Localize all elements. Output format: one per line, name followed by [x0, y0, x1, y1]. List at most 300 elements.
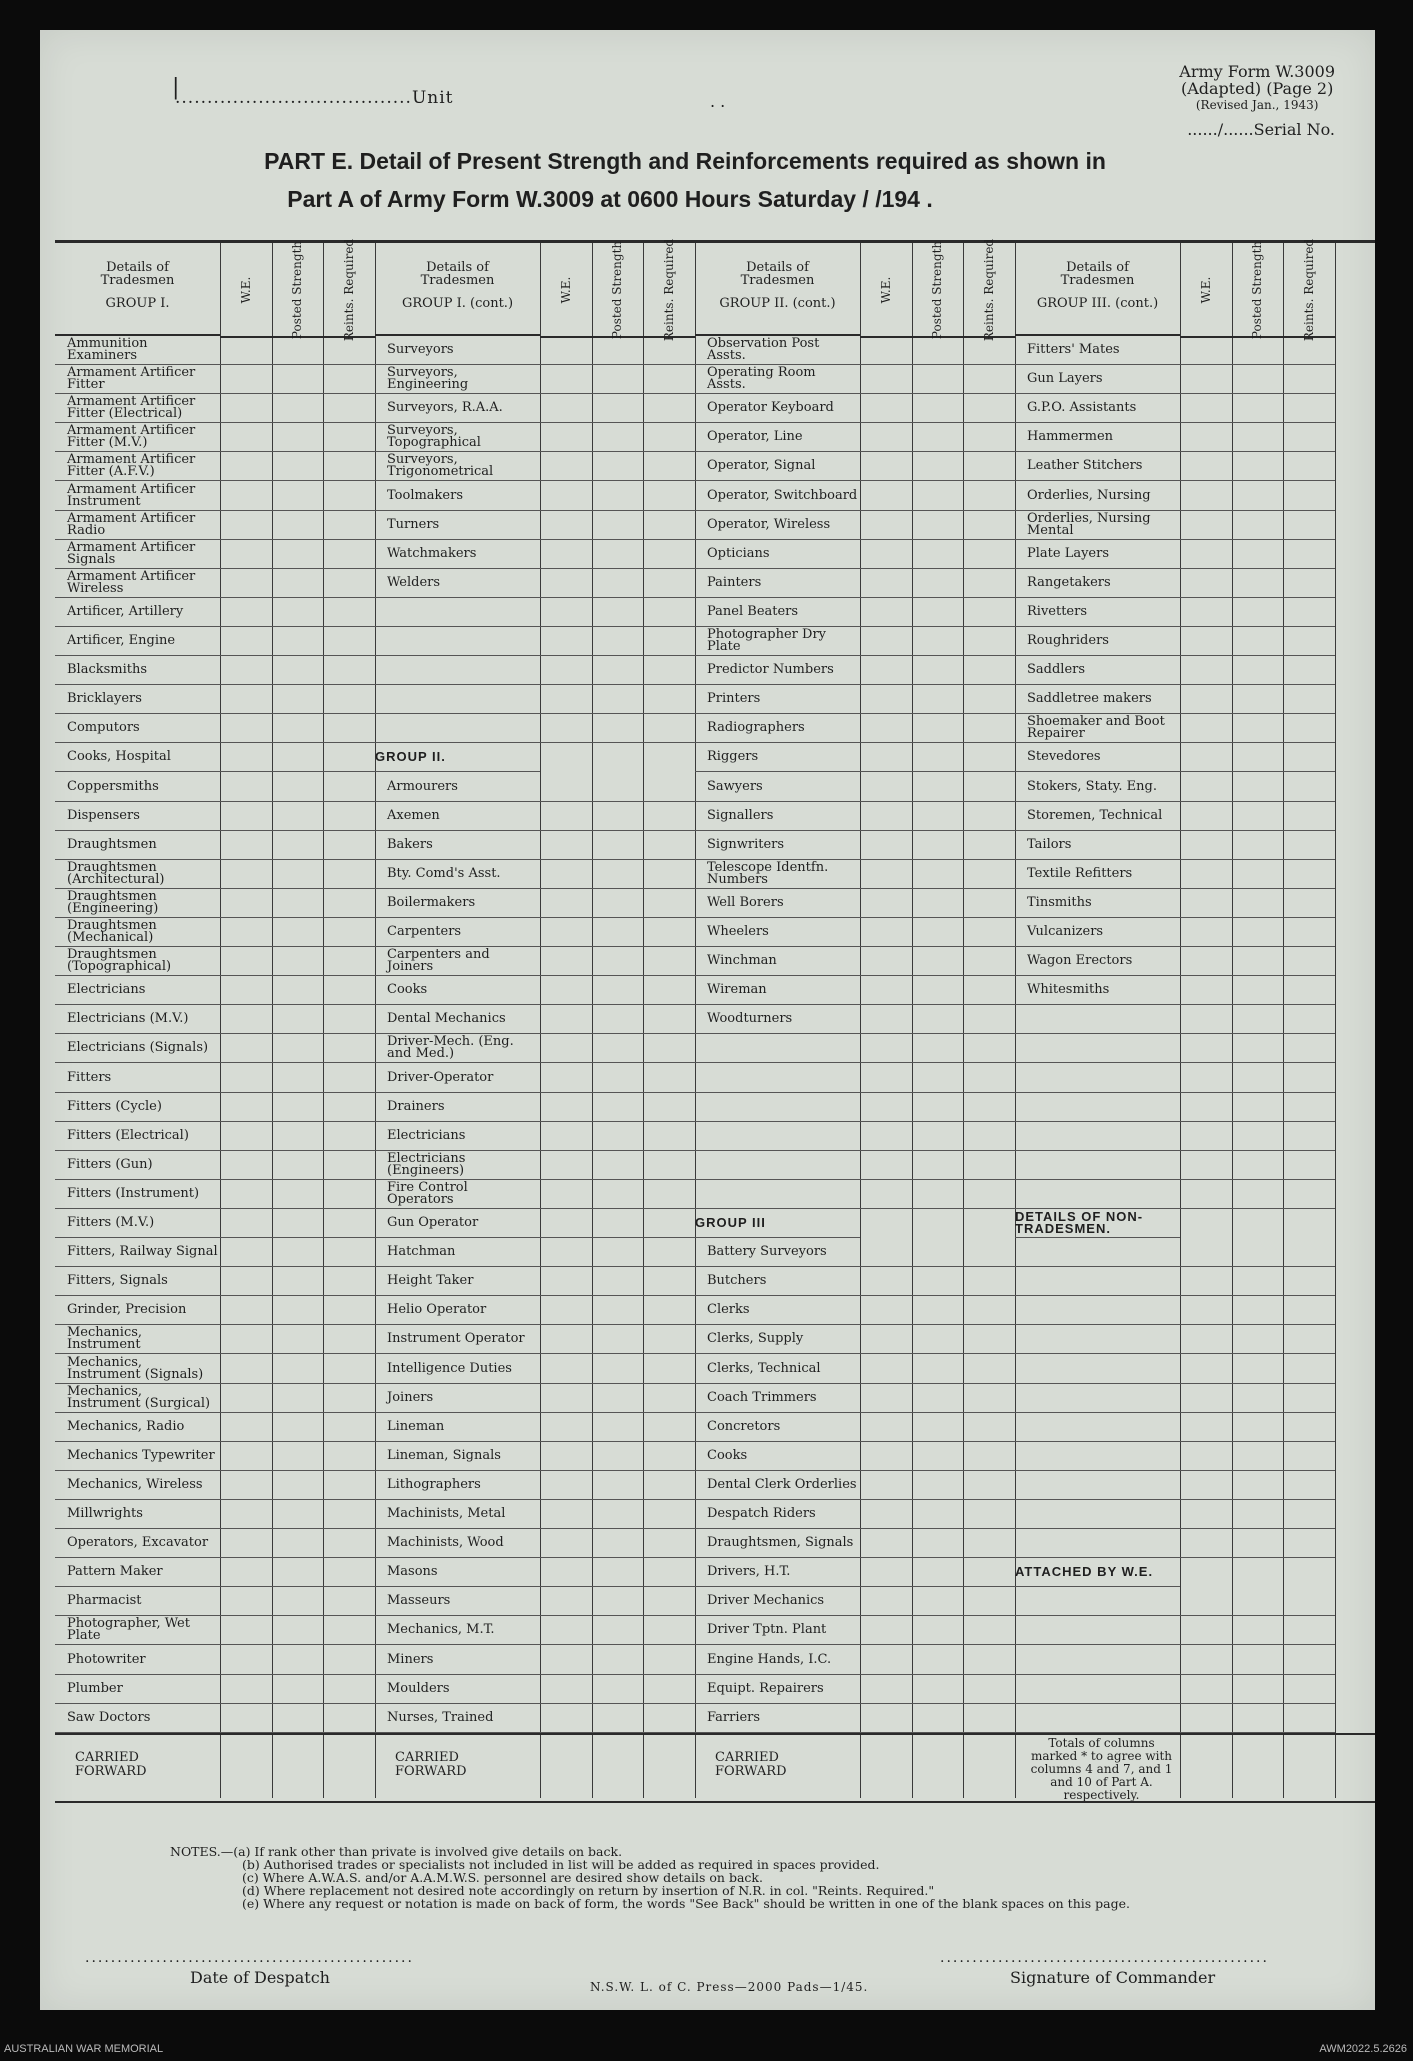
trade-name: Ammunition Examiners	[67, 336, 148, 364]
trade-row	[55, 656, 375, 685]
trade-name: GROUP III	[695, 1215, 766, 1231]
trade-row	[695, 598, 1015, 627]
trade-name: Bty. Comd's Asst.	[387, 865, 501, 881]
trade-row	[695, 1180, 1015, 1209]
trade-row	[375, 1587, 695, 1616]
trade-name: Miners	[387, 1651, 434, 1667]
trade-name: Cooks	[707, 1447, 748, 1463]
trade-row	[1015, 1471, 1335, 1500]
trade-row	[55, 802, 375, 831]
trade-row	[55, 1675, 375, 1704]
trade-name: Lineman	[387, 1418, 445, 1434]
trade-row	[1015, 394, 1335, 423]
trade-row	[1015, 773, 1335, 802]
trade-name: Mechanics, Instrument (Surgical)	[67, 1383, 211, 1411]
trade-row	[1015, 1064, 1335, 1093]
trade-name: Butchers	[707, 1273, 767, 1289]
trade-name: Whitesmiths	[1027, 982, 1110, 998]
date-of-despatch: Date of Despatch	[190, 1968, 330, 1987]
trade-row	[1015, 1442, 1335, 1471]
trade-row	[695, 1064, 1015, 1093]
trade-name: Telescope Identfn. Numbers	[707, 859, 829, 887]
note-a: NOTES.—(a) If rank other than private is involved give details on back.	[170, 1844, 623, 1859]
trade-row	[695, 860, 1015, 889]
trade-row	[695, 1529, 1015, 1558]
trade-row	[55, 1180, 375, 1209]
trade-name: Woodturners	[707, 1011, 793, 1027]
we-header	[860, 243, 913, 338]
trade-row	[55, 947, 375, 976]
trade-row	[1015, 1384, 1335, 1413]
trade-name: Fitters (Electrical)	[67, 1127, 189, 1143]
trade-name: Height Taker	[387, 1273, 474, 1289]
trade-row	[55, 336, 375, 365]
trade-row	[375, 1675, 695, 1704]
serial-number: ....../......Serial No.	[1187, 120, 1335, 139]
trade-row	[1015, 569, 1335, 598]
trade-name: Operator, Line	[707, 429, 803, 445]
trade-row	[1015, 1675, 1335, 1704]
trade-name: Draughtsmen, Signals	[707, 1535, 854, 1551]
trade-name: Concretors	[707, 1418, 781, 1434]
trade-row	[1015, 1034, 1335, 1063]
trade-row	[375, 394, 695, 423]
trade-row	[375, 336, 695, 365]
trade-name: Moulders	[387, 1680, 450, 1696]
form-ref-2: (Adapted) (Page 2)	[1180, 79, 1334, 98]
trade-row	[55, 511, 375, 540]
trade-row	[695, 1587, 1015, 1616]
trade-name: Rangetakers	[1027, 574, 1111, 590]
trade-row	[695, 1646, 1015, 1675]
carried-forward: CARRIED FORWARD	[75, 1749, 147, 1779]
trade-row	[695, 1093, 1015, 1122]
table-bottom-rule	[55, 1801, 1375, 1803]
trade-name: Draughtsmen (Topographical)	[67, 947, 172, 975]
trade-name: Fire Control Operators	[387, 1179, 468, 1207]
trade-row	[55, 1500, 375, 1529]
trade-name: Helio Operator	[387, 1302, 487, 1318]
trade-row	[375, 1616, 695, 1645]
reints-header	[643, 238, 696, 341]
trade-row	[375, 365, 695, 394]
form-sheet	[40, 30, 1375, 2010]
trade-row	[1015, 1093, 1335, 1122]
trade-name: Bakers	[387, 836, 433, 852]
trade-name: Vulcanizers	[1027, 924, 1104, 940]
trade-row	[375, 1704, 695, 1733]
trade-row	[695, 1296, 1015, 1325]
trade-row	[1015, 1616, 1335, 1645]
trade-row	[1015, 1005, 1335, 1034]
trade-name: Fitters, Signals	[67, 1273, 168, 1289]
trade-name: Saw Doctors	[67, 1709, 151, 1725]
trade-name: Grinder, Precision	[67, 1302, 187, 1318]
trade-row	[375, 1122, 695, 1151]
trade-row	[1015, 1238, 1335, 1267]
trade-row	[55, 1558, 375, 1587]
trade-name: Intelligence Duties	[387, 1360, 512, 1376]
trade-name: Drivers, H.T.	[707, 1564, 791, 1580]
trade-name: DETAILS OF NON-TRADESMEN.	[1015, 1209, 1144, 1237]
trade-name: Riggers	[707, 749, 759, 765]
tradesmen-label: Tradesmen	[420, 273, 495, 288]
trade-name: Axemen	[387, 807, 440, 823]
trade-name: Machinists, Metal	[387, 1506, 506, 1522]
trade-name: Surveyors	[387, 342, 454, 358]
posted-label: Posted Strength	[290, 240, 305, 339]
trade-row	[695, 336, 1015, 365]
trade-row	[375, 569, 695, 598]
trade-row	[375, 1646, 695, 1675]
trade-name: Driver-Mech. (Eng. and Med.)	[387, 1034, 514, 1062]
trade-name: Painters	[707, 574, 762, 590]
trade-name: Armament Artificer Instrument	[67, 481, 196, 509]
trade-row	[55, 1442, 375, 1471]
press-imprint: N.S.W. L. of C. Press—2000 Pads—1/45.	[590, 1980, 869, 1994]
trade-row	[375, 860, 695, 889]
trade-row	[695, 714, 1015, 743]
trade-name: Fitters' Mates	[1027, 342, 1120, 358]
trade-name: Signallers	[707, 807, 774, 823]
trade-name: Operator, Wireless	[707, 516, 831, 532]
trade-name: Engine Hands, I.C.	[707, 1651, 832, 1667]
trade-name: Orderlies, Nursing	[1027, 487, 1151, 503]
trade-name: Clerks	[707, 1302, 750, 1318]
trade-row	[55, 1122, 375, 1151]
trade-name: Masseurs	[387, 1593, 451, 1609]
trade-row	[375, 1384, 695, 1413]
trade-row	[1015, 656, 1335, 685]
trade-row	[375, 1238, 695, 1267]
we-header	[1180, 243, 1233, 338]
trade-name: Surveyors, R.A.A.	[387, 400, 503, 416]
trade-row	[55, 1005, 375, 1034]
trade-name: Bricklayers	[67, 691, 142, 707]
trade-row	[55, 452, 375, 481]
trade-name: Wheelers	[707, 924, 769, 940]
trade-name: Coppersmiths	[67, 778, 159, 794]
trade-row	[695, 831, 1015, 860]
trade-name: Electricians (Signals)	[67, 1040, 209, 1056]
trade-row	[1015, 336, 1335, 365]
trade-row	[695, 423, 1015, 452]
posted-label: Posted Strength	[1250, 240, 1265, 339]
trade-row	[55, 423, 375, 452]
trade-row	[1015, 1151, 1335, 1180]
trade-name: Despatch Riders	[707, 1506, 816, 1522]
posted-label: Posted Strength	[610, 240, 625, 339]
trade-row	[375, 1180, 695, 1209]
reints-label: Reints. Required	[342, 238, 357, 341]
trade-row	[55, 831, 375, 860]
trade-name: Operating Room Assts.	[707, 365, 816, 393]
trade-name: Operators, Excavator	[67, 1535, 209, 1551]
carried-forward: CARRIED FORWARD	[395, 1749, 467, 1779]
trade-row	[55, 1471, 375, 1500]
trade-row	[695, 1675, 1015, 1704]
trade-name: Masons	[387, 1564, 438, 1580]
trade-row	[1015, 1587, 1335, 1616]
trade-row	[55, 569, 375, 598]
note-d: (d) Where replacement not desired note accordingly on return by insertion of N.R. in col. "Reints. Required."	[242, 1883, 935, 1898]
trade-name: Mechanics, Wireless	[67, 1476, 203, 1492]
trade-row	[695, 1325, 1015, 1354]
trade-row	[55, 918, 375, 947]
trade-name: Mechanics, M.T.	[387, 1622, 495, 1638]
trade-row	[375, 423, 695, 452]
trade-row	[55, 1267, 375, 1296]
we-header	[220, 243, 273, 338]
trade-row	[55, 598, 375, 627]
trade-name: Observation Post Assts.	[707, 336, 820, 364]
trade-name: Fitters (Gun)	[67, 1156, 153, 1172]
group-heading	[1015, 1209, 1180, 1238]
trade-name: Driver Tptn. Plant	[707, 1622, 827, 1638]
trade-row	[695, 452, 1015, 481]
trade-row	[695, 918, 1015, 947]
trade-row	[55, 714, 375, 743]
details-of-label: Details of	[426, 260, 489, 275]
trade-row	[695, 1238, 1015, 1267]
form-reference	[1179, 63, 1335, 114]
trade-name: Printers	[707, 691, 761, 707]
tradesmen-label: Tradesmen	[1060, 273, 1135, 288]
trade-row	[1015, 1296, 1335, 1325]
trade-row	[695, 889, 1015, 918]
group-heading	[1015, 1558, 1180, 1587]
trade-row	[1015, 714, 1335, 743]
trade-name: Radiographers	[707, 720, 805, 736]
trade-row	[375, 831, 695, 860]
trade-row	[1015, 1122, 1335, 1151]
trade-row	[1015, 1500, 1335, 1529]
strength-table	[55, 238, 1375, 1802]
trade-name: Clerks, Supply	[707, 1331, 804, 1347]
trade-row	[1015, 365, 1335, 394]
trade-row	[695, 1355, 1015, 1384]
trade-name: Operator Keyboard	[707, 400, 834, 416]
trade-name: Artificer, Artillery	[67, 603, 184, 619]
trade-name: Carpenters	[387, 924, 462, 940]
trade-name: Rivetters	[1027, 603, 1088, 619]
trade-row	[695, 1500, 1015, 1529]
trade-row	[375, 1064, 695, 1093]
trade-row	[695, 1471, 1015, 1500]
trade-name: Mechanics Typewriter	[67, 1447, 215, 1463]
trade-row	[1015, 918, 1335, 947]
trade-row	[695, 773, 1015, 802]
trade-name: Sawyers	[707, 778, 763, 794]
trade-name: Orderlies, Nursing Mental	[1027, 510, 1151, 538]
reints-label: Reints. Required	[662, 238, 677, 341]
signature-of-commander: Signature of Commander	[1010, 1968, 1216, 1987]
trade-name: Turners	[387, 516, 440, 532]
trade-name: Storemen, Technical	[1027, 807, 1163, 823]
trade-name: Leather Stitchers	[1027, 458, 1143, 474]
signature-dots: ...................................................	[940, 1950, 1269, 1966]
trade-name: Saddletree makers	[1027, 691, 1152, 707]
trade-row	[1015, 802, 1335, 831]
trade-name: Toolmakers	[387, 487, 464, 503]
trade-row	[695, 394, 1015, 423]
trade-row	[1015, 1355, 1335, 1384]
trade-row	[1015, 889, 1335, 918]
details-of-label: Details of	[106, 260, 169, 275]
group-label: GROUP I. (cont.)	[401, 296, 514, 311]
title-line-1: PART E. Detail of Present Strength and Reinforcements required as shown in	[264, 148, 1106, 174]
trade-name: Armament Artificer Fitter (M.V.)	[67, 423, 196, 451]
group-label: GROUP III. (cont.)	[1036, 296, 1159, 311]
trade-name: Equipt. Repairers	[707, 1680, 824, 1696]
trade-row	[55, 976, 375, 1005]
trade-name: Plate Layers	[1027, 545, 1110, 561]
trade-row	[1015, 685, 1335, 714]
trade-row	[695, 1413, 1015, 1442]
we-label: W.E.	[1198, 276, 1213, 303]
trade-name: Farriers	[707, 1709, 761, 1725]
trade-row	[375, 714, 695, 743]
trade-row	[375, 1500, 695, 1529]
trade-name: Armament Artificer Fitter	[67, 365, 196, 393]
trade-row	[695, 1122, 1015, 1151]
trade-row	[55, 1587, 375, 1616]
trade-row	[375, 656, 695, 685]
trade-name: ATTACHED BY W.E.	[1015, 1564, 1154, 1580]
trade-name: Armament Artificer Signals	[67, 539, 196, 567]
posted-label: Posted Strength	[930, 240, 945, 339]
trade-name: Coach Trimmers	[707, 1389, 817, 1405]
trade-row	[55, 685, 375, 714]
trade-row	[1015, 482, 1335, 511]
trade-row	[55, 1093, 375, 1122]
posted-header	[592, 240, 645, 339]
trade-row	[55, 1384, 375, 1413]
trade-row	[375, 918, 695, 947]
trade-row	[695, 1704, 1015, 1733]
trade-row	[55, 1151, 375, 1180]
trade-name: Operator, Switchboard	[707, 487, 858, 503]
trade-row	[695, 1151, 1015, 1180]
trade-name: Millwrights	[67, 1506, 143, 1522]
trade-name: Fitters, Railway Signal	[67, 1244, 218, 1260]
trade-row	[375, 685, 695, 714]
trade-row	[55, 743, 375, 772]
trade-row	[375, 452, 695, 481]
trade-row	[375, 1296, 695, 1325]
trade-name: Gun Operator	[387, 1215, 479, 1231]
we-label: W.E.	[558, 276, 573, 303]
trade-name: Wagon Erectors	[1027, 953, 1133, 969]
stray-dots: . .	[710, 92, 726, 111]
we-label: W.E.	[878, 276, 893, 303]
reints-label: Reints. Required	[982, 238, 997, 341]
trade-row	[55, 889, 375, 918]
trade-row	[695, 511, 1015, 540]
tradesmen-label: Tradesmen	[100, 273, 175, 288]
date-dots: ...................................................	[85, 1950, 414, 1966]
trade-row	[375, 1267, 695, 1296]
trade-row	[1015, 1413, 1335, 1442]
trade-name: Winchman	[707, 953, 777, 969]
trade-row	[375, 1413, 695, 1442]
trade-row	[695, 947, 1015, 976]
trade-name: Surveyors, Trigonometrical	[387, 452, 494, 480]
trade-row	[55, 1646, 375, 1675]
trade-row	[375, 482, 695, 511]
trade-name: Operator, Signal	[707, 458, 816, 474]
note-c: (c) Where A.W.A.S. and/or A.A.M.W.S. personnel are desired show details on back.	[242, 1870, 763, 1885]
trade-row	[1015, 1529, 1335, 1558]
trade-name: Wireman	[707, 982, 767, 998]
trade-row	[375, 598, 695, 627]
trade-row	[375, 1034, 695, 1063]
trade-row	[375, 802, 695, 831]
trade-row	[375, 1325, 695, 1354]
trade-name: Shoemaker and Boot Repairer	[1027, 714, 1165, 742]
trade-row	[375, 1442, 695, 1471]
trade-name: Stevedores	[1027, 749, 1101, 765]
trade-row	[375, 1558, 695, 1587]
trade-row	[375, 1529, 695, 1558]
details-of-label: Details of	[746, 260, 809, 275]
trade-row	[55, 1616, 375, 1645]
trade-name: Armourers	[387, 778, 458, 794]
trade-name: Cooks	[387, 982, 428, 998]
posted-header	[1232, 240, 1285, 339]
we-header	[540, 243, 593, 338]
trade-row	[695, 656, 1015, 685]
trade-row	[695, 685, 1015, 714]
trade-name: Machinists, Wood	[387, 1535, 504, 1551]
trade-name: Tinsmiths	[1027, 894, 1092, 910]
trade-name: Clerks, Technical	[707, 1360, 821, 1376]
trade-row	[375, 773, 695, 802]
trade-row	[375, 511, 695, 540]
trade-name: Dental Clerk Orderlies	[707, 1476, 857, 1492]
trade-row	[695, 627, 1015, 656]
trade-row	[1015, 627, 1335, 656]
trade-name: Watchmakers	[387, 545, 477, 561]
trade-name: Pattern Maker	[67, 1564, 163, 1580]
trade-name: Tailors	[1027, 836, 1072, 852]
trade-name: Fitters	[67, 1069, 112, 1085]
group-heading	[375, 743, 540, 772]
trade-row	[1015, 540, 1335, 569]
trade-row	[375, 1093, 695, 1122]
trade-row	[55, 365, 375, 394]
trade-name: Well Borers	[707, 894, 784, 910]
trade-name: Draughtsmen (Architectural)	[67, 859, 165, 887]
posted-header	[272, 240, 325, 339]
trade-row	[695, 569, 1015, 598]
trade-name: Stokers, Staty. Eng.	[1027, 778, 1157, 794]
trade-name: Mechanics, Radio	[67, 1418, 185, 1434]
caption-left: AUSTRALIAN WAR MEMORIAL	[4, 2043, 164, 2055]
trade-row	[55, 482, 375, 511]
trade-name: Joiners	[387, 1389, 434, 1405]
trade-row	[695, 365, 1015, 394]
trade-row	[695, 743, 1015, 772]
form-ref-3: (Revised Jan., 1943)	[1195, 98, 1319, 112]
trade-row	[55, 1296, 375, 1325]
trade-row	[375, 1151, 695, 1180]
trade-name: Electricians (M.V.)	[67, 1011, 189, 1027]
trade-name: Lithographers	[387, 1476, 481, 1492]
trade-row	[1015, 976, 1335, 1005]
trade-name: Dispensers	[67, 807, 140, 823]
reints-header	[963, 238, 1016, 341]
